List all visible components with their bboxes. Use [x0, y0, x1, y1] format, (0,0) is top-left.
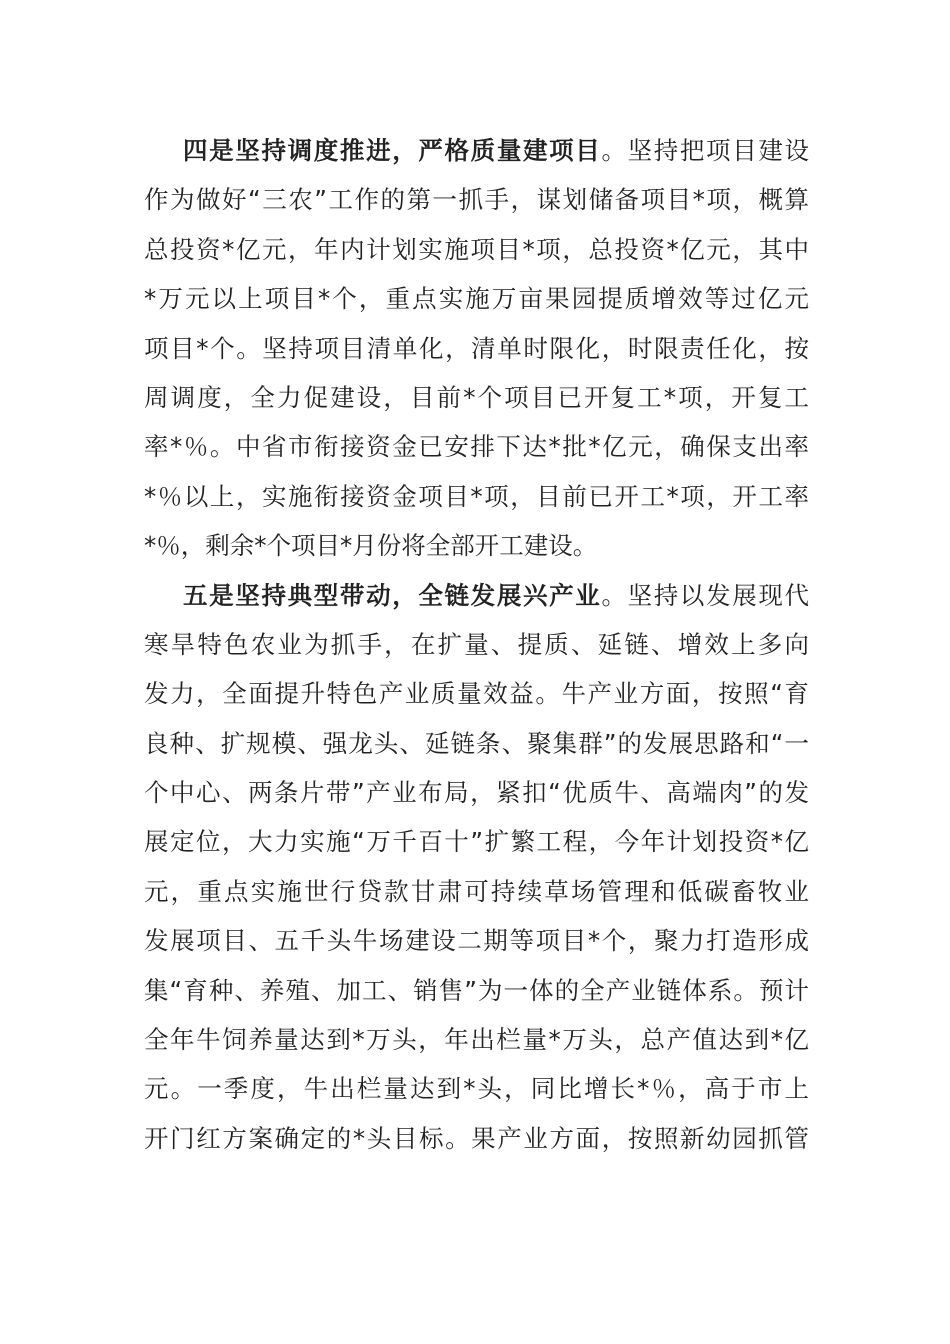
text-line: 集“育种、养殖、加工、销售”为一体的全产业链体系。预计 — [144, 975, 811, 1005]
paragraph-heading: 四是坚持调度推进，严格质量建项目 — [183, 136, 602, 165]
text-line: 总投资*亿元，年内计划实施项目*项，总投资*亿元，其中 — [144, 234, 811, 264]
text-line: 周调度，全力促建设，目前*个项目已开复工*项，开复工 — [144, 382, 812, 412]
text-line: 寒旱特色农业为抓手，在扩量、提质、延链、增效上多向 — [144, 629, 812, 659]
text-line: *％以上，实施衔接资金项目*项，目前已开工*项，开工率 — [144, 481, 811, 511]
text-line: 率*％。中省市衔接资金已安排下达*批*亿元，确保支出率 — [144, 432, 811, 462]
text-line: 全年牛饲养量达到*万头，年出栏量*万头，总产值达到*亿 — [144, 1025, 811, 1055]
text-span: 。坚持以发展现代 — [601, 580, 811, 610]
document-page — [144, 126, 812, 1163]
text-line: 开门红方案确定的*头目标。果产业方面，按照新幼园抓管 — [144, 1123, 811, 1153]
text-line: *％，剩余*个项目*月份将全部开工建设。 — [144, 531, 598, 561]
text-line: 展定位，大力实施“万千百十”扩繁工程，今年计划投资*亿 — [144, 827, 811, 857]
text-line: 发展项目、五千头牛场建设二期等项目*个，聚力打造形成 — [144, 926, 811, 956]
text-line: 元。一季度，牛出栏量达到*头，同比增长*％，高于市上 — [144, 1074, 812, 1104]
text-line — [144, 126, 809, 175]
text-line: 作为做好“三农”工作的第一抓手，谋划储备项目*项，概算 — [144, 185, 811, 215]
text-line: 元，重点实施世行贷款甘肃可持续草场管理和低碳畜牧业 — [144, 876, 812, 906]
paragraph-1 — [144, 126, 812, 571]
text-span: 。坚持把项目建设 — [601, 136, 811, 165]
text-line: 发力，全面提升特色产业质量效益。牛产业方面，按照“育 — [144, 679, 811, 709]
text-line: *万元以上项目*个，重点实施万亩果园提质增效等过亿元 — [144, 284, 812, 314]
text-line: 个中心、两条片带”产业布局，紧扣“优质牛、高端肉”的发 — [144, 778, 811, 808]
text-line — [144, 571, 809, 620]
paragraph-2 — [144, 571, 812, 1164]
text-line: 良种、扩规模、强龙头、延链条、聚集群”的发展思路和“一 — [144, 728, 811, 758]
text-line: 项目*个。坚持项目清单化，清单时限化，时限责任化，按 — [144, 333, 811, 363]
paragraph-heading: 五是坚持典型带动，全链发展兴产业 — [183, 580, 602, 610]
